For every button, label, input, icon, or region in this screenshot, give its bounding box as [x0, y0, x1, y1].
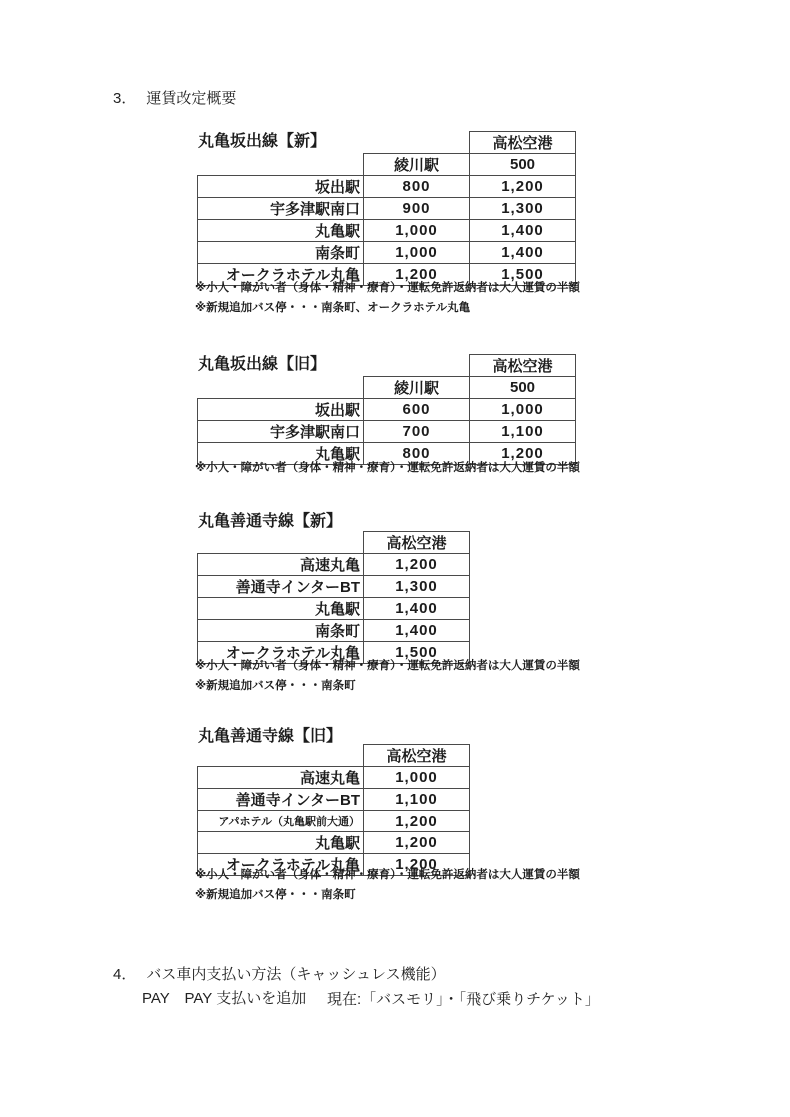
station-cell: 坂出駅 [198, 176, 364, 198]
table-row [198, 832, 470, 854]
station-cell: 丸亀駅 [198, 598, 364, 620]
fare-cell: 800 [364, 176, 470, 198]
paypay-added-text: PAY PAY 支払いを追加 [142, 990, 307, 1007]
table-title-marugame-zentsuji-old: 丸亀善通寺線【旧】 [198, 728, 343, 745]
empty-cell [198, 532, 364, 554]
station-cell: 丸亀駅 [198, 220, 364, 242]
table-title-marugame-zentsuji-new: 丸亀善通寺線【新】 [198, 513, 343, 530]
table-row [198, 576, 470, 598]
fare-cell: 1,400 [364, 598, 470, 620]
current-payment-methods-text: 現在:「バスモリ」・「飛び乗りチケット」 [327, 991, 600, 1008]
station-cell: 宇多津駅南口 [198, 198, 364, 220]
fare-cell: 1,100 [364, 789, 470, 811]
station-cell: 南条町 [198, 242, 364, 264]
fare-cell: 900 [364, 198, 470, 220]
station-cell: 坂出駅 [198, 399, 364, 421]
fare-cell: 1,000 [364, 242, 470, 264]
fare-table-marugame-sakaide-new [197, 131, 576, 286]
table-note: ※小人・障がい者（身体・精神・療育）・運転免許返納者は大人運賃の半額 [195, 282, 580, 294]
station-cell: オークラホテル丸亀 [198, 854, 364, 876]
fare-cell: 1,500 [470, 264, 576, 286]
table-row [198, 811, 470, 832]
station-cell: 善通寺インターBT [198, 789, 364, 811]
fare-cell: 1,200 [364, 811, 470, 832]
station-cell: オークラホテル丸亀 [198, 264, 364, 286]
fare-cell: 1,000 [470, 399, 576, 421]
fare-table-marugame-zentsuji-new [197, 531, 470, 664]
table-row [198, 198, 576, 220]
table-note: ※新規追加バス停・・・南条町 [195, 889, 356, 901]
table-corner-header: 高松空港 [364, 532, 470, 554]
fare-table-marugame-zentsuji-old [197, 744, 470, 876]
empty-cell [198, 132, 470, 154]
station-cell: 善通寺インターBT [198, 576, 364, 598]
table-corner-header: 高松空港 [364, 745, 470, 767]
fare-cell: 1,400 [364, 620, 470, 642]
station-cell: 宇多津駅南口 [198, 421, 364, 443]
station-cell: 丸亀駅 [198, 443, 364, 465]
fare-cell: 1,200 [470, 176, 576, 198]
empty-cell [198, 154, 364, 176]
station-cell: 丸亀駅 [198, 832, 364, 854]
table-sub-value: 500 [470, 154, 576, 176]
table-row [198, 789, 470, 811]
table-note: ※新規追加バス停・・・南条町 [195, 680, 356, 692]
fare-cell: 800 [364, 443, 470, 465]
table-row [198, 421, 576, 443]
table-row [198, 554, 470, 576]
table-sub-header: 綾川駅 [364, 154, 470, 176]
table-title-marugame-sakaide-new: 丸亀坂出線【新】 [198, 133, 327, 150]
section-3-heading [113, 90, 236, 108]
fare-cell: 1,400 [470, 242, 576, 264]
fare-cell: 1,000 [364, 220, 470, 242]
fare-cell: 1,200 [470, 443, 576, 465]
table-title-marugame-sakaide-old: 丸亀坂出線【旧】 [198, 356, 327, 373]
section-3-title: 運賃改定概要 [146, 90, 237, 107]
fare-cell: 1,500 [364, 642, 470, 664]
fare-cell: 1,200 [364, 554, 470, 576]
table-row [198, 767, 470, 789]
empty-cell [198, 377, 364, 399]
section-4-heading [113, 966, 446, 984]
table-row [198, 399, 576, 421]
fare-cell: 1,300 [364, 576, 470, 598]
station-cell: オークラホテル丸亀 [198, 642, 364, 664]
table-note: ※新規追加バス停・・・南条町、オークラホテル丸亀 [195, 302, 471, 314]
empty-cell [198, 745, 364, 767]
table-corner-header: 高松空港 [470, 132, 576, 154]
section-4-title: バス車内支払い方法（キャッシュレス機能） [146, 966, 446, 983]
station-cell: 高速丸亀 [198, 767, 364, 789]
table-row [198, 242, 576, 264]
fare-cell: 1,200 [364, 854, 470, 876]
fare-cell: 1,200 [364, 832, 470, 854]
table-note: ※小人・障がい者（身体・精神・療育）・運転免許返納者は大人運賃の半額 [195, 660, 580, 672]
fare-cell: 700 [364, 421, 470, 443]
fare-cell: 1,100 [470, 421, 576, 443]
station-cell: アパホテル（丸亀駅前大通） [198, 811, 364, 832]
table-corner-header: 高松空港 [470, 355, 576, 377]
fare-table-marugame-sakaide-old [197, 354, 576, 465]
fare-cell: 1,200 [364, 264, 470, 286]
station-cell: 南条町 [198, 620, 364, 642]
fare-cell: 1,400 [470, 220, 576, 242]
table-sub-value: 500 [470, 377, 576, 399]
table-sub-header: 綾川駅 [364, 377, 470, 399]
empty-cell [198, 355, 470, 377]
table-row [198, 220, 576, 242]
fare-cell: 1,000 [364, 767, 470, 789]
table-note: ※小人・障がい者（身体・精神・療育）・運転免許返納者は大人運賃の半額 [195, 869, 580, 881]
table-note: ※小人・障がい者（身体・精神・療育）・運転免許返納者は大人運賃の半額 [195, 462, 580, 474]
station-cell: 高速丸亀 [198, 554, 364, 576]
table-row [198, 176, 576, 198]
fare-cell: 1,300 [470, 198, 576, 220]
table-row [198, 598, 470, 620]
fare-cell: 600 [364, 399, 470, 421]
table-row [198, 620, 470, 642]
section-3-number: 3． [113, 90, 137, 107]
section-4-number: 4． [113, 966, 137, 983]
